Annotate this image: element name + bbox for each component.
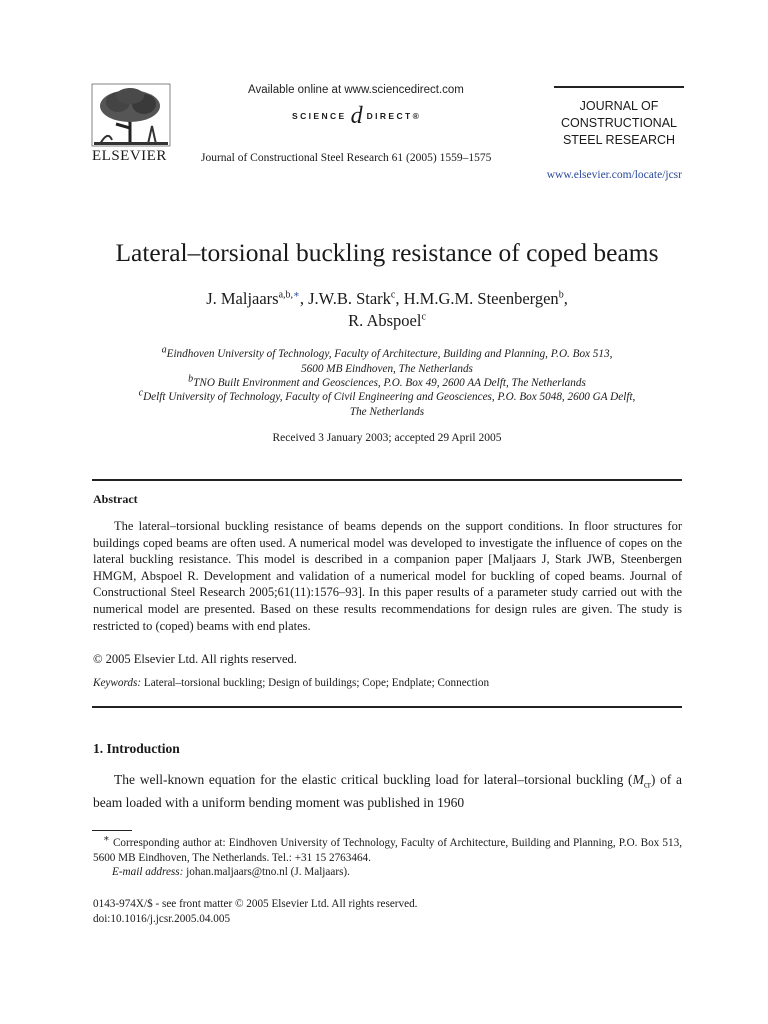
- introduction-body: [93, 771, 682, 813]
- authors-line-end: ,: [563, 289, 568, 308]
- journal-rule: [554, 86, 684, 88]
- affiliation-text: Delft University of Technology, Faculty of Civil Engineering and Geosciences, P.O. Box 5048, 2600 GA Delft,: [143, 391, 636, 403]
- keywords-list: Lateral–torsional buckling; Design of buildings; Cope; Endplate; Connection: [143, 677, 490, 689]
- keywords: [93, 677, 489, 689]
- email-address[interactable]: johan.maljaars@tno.nl (J. Maljaars).: [186, 866, 350, 878]
- affiliation-mark: c: [138, 387, 144, 399]
- author-2-affil: c: [390, 289, 396, 301]
- affiliation-text: The Netherlands: [349, 405, 425, 418]
- affiliation-text: 5600 MB Eindhoven, The Netherlands: [301, 362, 473, 375]
- doi-line[interactable]: doi:10.1016/j.jcsr.2005.04.005: [93, 913, 231, 925]
- abstract-top-rule: [92, 479, 682, 481]
- journal-name-line-3: STEEL RESEARCH: [562, 133, 676, 147]
- corresponding-author-link[interactable]: ∗: [293, 289, 300, 301]
- corresponding-footnote: [93, 833, 683, 865]
- affiliation-mark: a: [161, 344, 167, 356]
- intro-symbol: M: [632, 772, 644, 787]
- author-1-affil: a,b,: [278, 289, 294, 301]
- available-online-text[interactable]: Available online at www.sciencedirect.com: [248, 84, 464, 96]
- footnote: [93, 833, 683, 880]
- abstract-copyright: © 2005 Elsevier Ltd. All rights reserved.: [93, 652, 297, 666]
- sciencedirect-left: SCIENCE: [292, 111, 347, 121]
- introduction-paragraph: [93, 771, 682, 813]
- paper-title: Lateral–torsional buckling resistance of coped beams: [115, 238, 659, 267]
- abstract-paragraph: The lateral–torsional buckling resistance of beams depends on the support conditions. In floor structures for buildings coped beams are often used. A numerical model was developed to investigate the influence of copes on the lateral buckling resistance. This model is described in a companion paper [Maljaars J, Stark JWB, Steenbergen HMGM, Abspoel R. Development and validation of a numerical model for buckling of coped beams. Journal of Constructional Steel Research 2005;61(11):1576–93]. In this paper results of a parameter study carried out with the numerical model are presented. Based on these results recommendations for design rules are given. The study is restricted to (coped) beams with end plates.: [93, 519, 682, 633]
- journal-name-line-2: CONSTRUCTIONAL: [561, 116, 677, 130]
- abstract-heading: Abstract: [93, 492, 138, 506]
- abstract-body: [93, 518, 682, 634]
- author-1: J. Maljaars: [206, 289, 279, 308]
- authors-line-2: [80, 310, 694, 332]
- sciencedirect-right: DIRECT®: [366, 111, 422, 121]
- keywords-label: Keywords:: [93, 677, 142, 689]
- author-3: , H.M.G.M. Steenbergen: [395, 289, 559, 308]
- affiliation-c: [90, 387, 684, 419]
- affiliation-mark: b: [188, 373, 194, 385]
- affiliation-text: TNO Built Environment and Geosciences, P.O. Box 49, 2600 AA Delft, The Netherlands: [193, 377, 586, 389]
- front-matter: [93, 897, 417, 927]
- email-footnote: [93, 865, 682, 880]
- sciencedirect-logo: [292, 102, 422, 129]
- authors: [80, 288, 694, 332]
- abstract-bottom-rule: [92, 706, 682, 708]
- affiliation-a: [90, 344, 684, 376]
- footnote-star: ∗: [103, 833, 110, 845]
- email-label: E-mail address:: [112, 866, 184, 878]
- received-dates: Received 3 January 2003; accepted 29 April 2005: [272, 432, 502, 444]
- publisher-name: ELSEVIER: [92, 148, 167, 164]
- author-4: R. Abspoel: [348, 311, 422, 330]
- corresponding-text: Corresponding author at: Eindhoven University of Technology, Faculty of Architecture, Building and Planning, P.O. Box 513, 5600 MB Eindhoven, The Netherlands. Tel.: +31 15 2763464.: [93, 837, 683, 864]
- intro-text: ) of a beam loaded with a uniform bending moment was published in 1960: [93, 772, 682, 811]
- sciencedirect-mark: d: [350, 102, 363, 129]
- authors-line-1: [80, 288, 694, 310]
- journal-name-line-1: JOURNAL OF: [579, 99, 659, 113]
- intro-text: The well-known equation for the elastic critical buckling load for lateral–torsional buckling (: [114, 772, 633, 787]
- footnote-rule: [92, 830, 132, 831]
- section-heading-introduction: 1. Introduction: [93, 741, 180, 756]
- author-4-affil: c: [421, 311, 426, 323]
- affiliation-text: Eindhoven University of Technology, Faculty of Architecture, Building and Planning, P.O. Box 513,: [166, 348, 613, 360]
- author-3-affil: b: [558, 289, 564, 301]
- affiliation-b: [90, 373, 684, 391]
- author-2: , J.W.B. Stark: [299, 289, 391, 308]
- intro-symbol-sub: cr: [643, 779, 651, 790]
- journal-url-link[interactable]: www.elsevier.com/locate/jcsr: [546, 169, 682, 181]
- issn-line: 0143-974X/$ - see front matter © 2005 Elsevier Ltd. All rights reserved.: [93, 898, 418, 910]
- journal-name: [554, 98, 684, 149]
- journal-citation: Journal of Constructional Steel Research 61 (2005) 1559–1575: [201, 152, 492, 164]
